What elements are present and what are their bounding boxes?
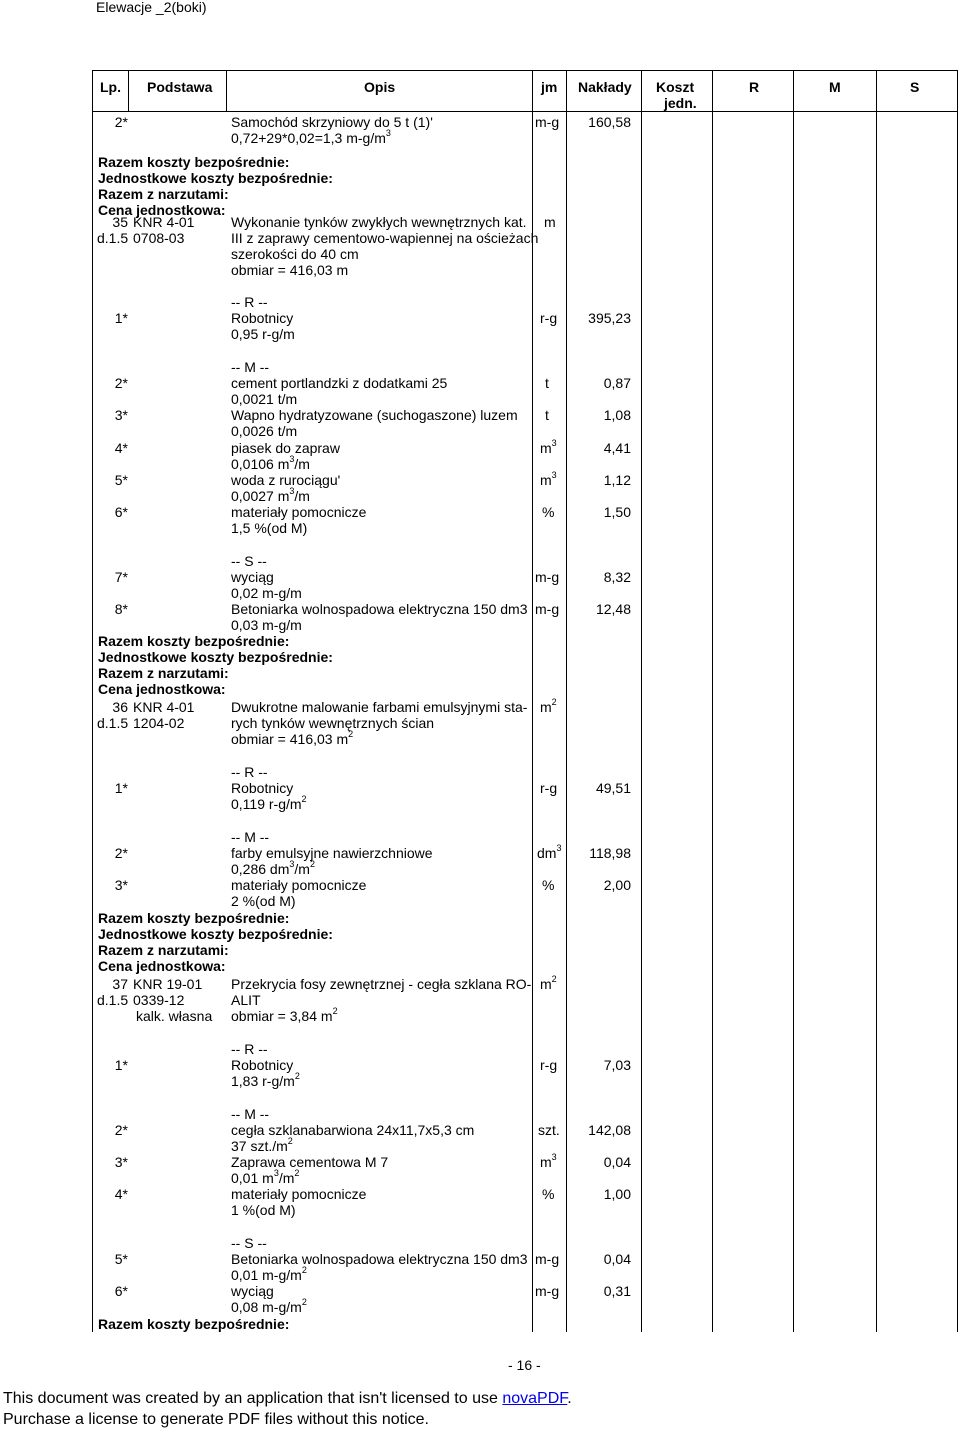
license-notice-text: . (567, 1390, 572, 1407)
row-jm: m-g (535, 569, 560, 585)
item-desc: szerokości do 40 cm (231, 246, 359, 262)
row-naklady: 0,04 (603, 1251, 631, 1267)
row-desc: materiały pomocnicze (231, 1186, 367, 1202)
section-m: -- M -- (231, 1106, 270, 1122)
row-norm: 0,95 r-g/m (231, 326, 295, 342)
row-jm: % (542, 877, 555, 893)
row-jm: $m^3$ (540, 470, 557, 488)
row-naklady: 0,04 (603, 1154, 631, 1170)
row-lp: 1* (114, 310, 128, 326)
row-desc: farby emulsyjne nawierzchniowe (231, 845, 433, 861)
row-jm: $m^3$ (540, 438, 557, 456)
section-m: -- M -- (231, 359, 270, 375)
item-basis-code: 0708-03 (133, 230, 185, 246)
item-jm: m (544, 214, 556, 230)
row-naklady: 1,12 (603, 472, 631, 488)
section-s: -- S -- (231, 553, 267, 569)
item-desc: Przekrycia fosy zewnętrznej - cegła szklana RO- (231, 976, 532, 992)
summary-cena-jedn: Cena jednostkowa: (98, 958, 226, 974)
col-header-jm: jm (541, 79, 558, 95)
row-naklady: 0,31 (603, 1283, 631, 1299)
row-desc: piasek do zapraw (231, 440, 340, 456)
row-jm: r-g (540, 780, 558, 796)
section-r: -- R -- (231, 1041, 268, 1057)
row-lp: 8* (114, 601, 128, 617)
row-norm: 1,83 $r-g/m^2$ (231, 1071, 300, 1089)
summary-razem-bezposrednie: Razem koszty bezpośrednie: (98, 1316, 290, 1332)
summary-jednostkowe: Jednostkowe koszty bezpośrednie: (98, 926, 333, 942)
license-notice-text: This document was created by an application that isn't licensed to use (3, 1390, 503, 1407)
row-lp: 5* (114, 472, 128, 488)
row-lp: 2* (114, 1122, 128, 1138)
item-desc: III z zaprawy cementowo-wapiennej na ościeżach (231, 230, 539, 246)
row-naklady: 2,00 (603, 877, 631, 893)
row-desc: Betoniarka wolnospadowa elektryczna 150 dm3 (231, 1251, 528, 1267)
row-norm: 0,119 $r-g/m^2$ (231, 794, 307, 812)
row-naklady: 4,41 (603, 440, 631, 456)
col-header-r: R (749, 79, 760, 95)
row-norm: 0,0027 $m^3/m$ (231, 486, 310, 504)
row-naklady: 7,03 (603, 1057, 631, 1073)
row-jm: m-g (535, 1283, 560, 1299)
row-norm: 37 $szt./m^2$ (231, 1136, 293, 1154)
row-lp: 3* (114, 407, 128, 423)
item-basis: KNR 4-01 (133, 699, 195, 715)
row-lp: 4* (114, 440, 128, 456)
row-norm: 0,01 $m-g/m^2$ (231, 1265, 307, 1283)
section-s: -- S -- (231, 1235, 267, 1251)
row-jm: t (545, 407, 549, 423)
col-header-koszt-jedn: jedn. (664, 95, 697, 111)
item-number: 37 (112, 976, 128, 992)
row-naklady: 118,98 (589, 845, 631, 861)
item-basis-note: kalk. własna (136, 1008, 213, 1024)
row-lp: 3* (114, 877, 128, 893)
row-jm: t (545, 375, 549, 391)
row-jm: m-g (535, 1251, 560, 1267)
summary-jednostkowe: Jednostkowe koszty bezpośrednie: (98, 649, 333, 665)
row-naklady: 8,32 (603, 569, 631, 585)
row-naklady: 1,08 (603, 407, 631, 423)
row-desc: cegła szklanabarwiona 24x11,7x5,3 cm (231, 1122, 475, 1138)
item-desc: rych tynków wewnętrznych ścian (231, 715, 435, 731)
row-norm: 0,0106 $m^3/m$ (231, 454, 310, 472)
section-r: -- R -- (231, 294, 268, 310)
summary-cena-jedn: Cena jednostkowa: (98, 681, 226, 697)
row-desc: materiały pomocnicze (231, 504, 367, 520)
row-desc: Zaprawa cementowa M 7 (231, 1154, 389, 1170)
row-norm: 1,5 %(od M) (231, 520, 308, 536)
row-lp: 2* (114, 845, 128, 861)
row-norm: 0,0021 t/m (231, 391, 298, 407)
row-norm: 0,72+29*0,02=1,3 $m-g/m^3$ (231, 128, 391, 146)
summary-razem-narzut: Razem z narzutami: (98, 665, 229, 681)
license-notice-line2: Purchase a license to generate PDF files without this notice. (3, 1411, 429, 1428)
col-header-koszt: Koszt (656, 79, 695, 95)
summary-jednostkowe: Jednostkowe koszty bezpośrednie: (98, 170, 333, 186)
row-naklady: 395,23 (588, 310, 631, 326)
item-prefix: d.1.5 (97, 715, 129, 731)
row-naklady: 49,51 (595, 780, 631, 796)
row-norm: 0,01 $m^3/m^2$ (231, 1168, 300, 1186)
row-norm: 0,03 m-g/m (231, 617, 302, 633)
item-number: 36 (112, 699, 128, 715)
summary-razem-narzut: Razem z narzutami: (98, 186, 229, 202)
row-norm: 0,02 m-g/m (231, 585, 302, 601)
row-lp: 4* (114, 1186, 128, 1202)
item-desc: ALIT (231, 992, 261, 1008)
row-jm: r-g (540, 310, 558, 326)
row-naklady: 1,00 (603, 1186, 631, 1202)
section-r: -- R -- (231, 764, 268, 780)
row-desc: wyciąg (231, 569, 274, 585)
row-desc: Robotnicy (231, 310, 294, 326)
row-jm: r-g (540, 1057, 558, 1073)
section-m: -- M -- (231, 829, 270, 845)
row-norm: 0,0026 t/m (231, 423, 298, 439)
novapdf-link[interactable]: novaPDF (502, 1390, 568, 1407)
item-desc: Wykonanie tynków zwykłych wewnętrznych kat. (231, 214, 527, 230)
item-measure: obmiar = 3,84 $m^2$ (231, 1006, 338, 1024)
row-naklady: 142,08 (588, 1122, 631, 1138)
row-desc: woda z rurociągu' (231, 472, 341, 488)
row-naklady: 12,48 (595, 601, 631, 617)
item-basis: KNR 19-01 (133, 976, 203, 992)
summary-razem-narzut: Razem z narzutami: (98, 942, 229, 958)
item-measure: obmiar = 416,03 m (231, 262, 349, 278)
item-desc: Dwukrotne malowanie farbami emulsyjnymi sta- (231, 699, 528, 715)
row-lp: 5* (114, 1251, 128, 1267)
item-basis-code: 0339-12 (133, 992, 185, 1008)
row-lp: 1* (114, 1057, 128, 1073)
row-jm: $dm^3$ (537, 843, 562, 861)
summary-razem-bezposrednie: Razem koszty bezpośrednie: (98, 154, 290, 170)
item-basis: KNR 4-01 (133, 214, 195, 230)
row-naklady: 1,50 (603, 504, 631, 520)
row-norm: 1 %(od M) (231, 1202, 296, 1218)
row-lp: 6* (114, 504, 128, 520)
col-header-naklady: Nakłady (578, 79, 632, 95)
row-lp: 1* (114, 780, 128, 796)
row-desc: Robotnicy (231, 1057, 294, 1073)
row-desc: Wapno hydratyzowane (suchogaszone) luzem (231, 407, 518, 423)
item-basis-code: 1204-02 (133, 715, 185, 731)
page-number: - 16 - (508, 1357, 541, 1373)
row-naklady: 160,58 (588, 114, 631, 130)
row-lp: 3* (114, 1154, 128, 1170)
row-norm: 0,286 $dm^3/m^2$ (231, 859, 315, 877)
row-naklady: 0,87 (603, 375, 631, 391)
row-lp: 2* (114, 114, 128, 130)
item-prefix: d.1.5 (97, 230, 129, 246)
summary-cena-jedn: Cena jednostkowa: (98, 202, 226, 218)
item-measure: obmiar = 416,03 $m^2$ (231, 729, 354, 747)
item-prefix: d.1.5 (97, 992, 129, 1008)
row-desc: cement portlandzki z dodatkami 25 (231, 375, 448, 391)
item-jm: $m^2$ (540, 974, 557, 992)
row-jm: m-g (535, 601, 560, 617)
row-jm: % (542, 504, 555, 520)
row-desc: wyciąg (231, 1283, 274, 1299)
row-jm: $m^3$ (540, 1152, 557, 1170)
summary-razem-bezposrednie: Razem koszty bezpośrednie: (98, 633, 290, 649)
document-header: Elewacje _2(boki) (96, 0, 207, 15)
row-norm: 2 %(od M) (231, 893, 296, 909)
col-header-lp: Lp. (100, 79, 121, 95)
row-jm: szt. (538, 1122, 560, 1138)
row-lp: 6* (114, 1283, 128, 1299)
row-desc: materiały pomocnicze (231, 877, 367, 893)
license-notice (3, 1390, 572, 1408)
col-header-opis: Opis (364, 79, 396, 95)
row-jm: % (542, 1186, 555, 1202)
row-desc: Samochód skrzyniowy do 5 t (1)' (231, 114, 433, 130)
col-header-s: S (910, 79, 920, 95)
row-jm: m-g (535, 114, 560, 130)
col-header-podstawa: Podstawa (147, 79, 213, 95)
row-lp: 7* (114, 569, 128, 585)
col-header-m: M (829, 79, 841, 95)
item-jm: $m^2$ (540, 697, 557, 715)
row-desc: Betoniarka wolnospadowa elektryczna 150 dm3 (231, 601, 528, 617)
row-lp: 2* (114, 375, 128, 391)
row-norm: 0,08 $m-g/m^2$ (231, 1297, 307, 1315)
item-number: 35 (112, 214, 128, 230)
row-desc: Robotnicy (231, 780, 294, 796)
summary-razem-bezposrednie: Razem koszty bezpośrednie: (98, 910, 290, 926)
